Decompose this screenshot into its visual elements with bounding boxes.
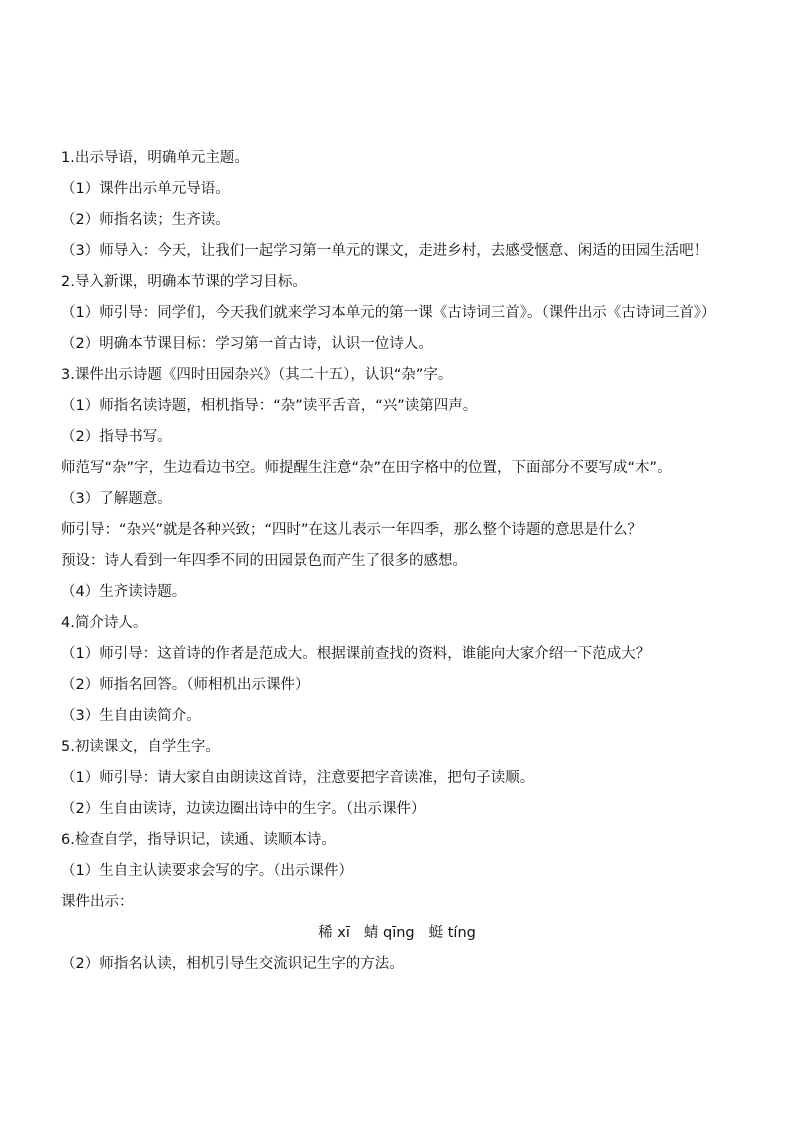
character-item: 蜻 qīng	[363, 925, 415, 941]
paragraph: （1）生自主认读要求会写的字。（出示课件）	[61, 863, 353, 879]
character-item: 蜓 tíng	[428, 925, 476, 941]
paragraph: 5.初读课文，自学生字。	[61, 739, 220, 755]
paragraph: （1）师引导：这首诗的作者是范成大。根据课前查找的资料，谁能向大家介绍一下范成大？	[61, 646, 651, 662]
paragraph: （3）了解题意。	[61, 491, 172, 507]
character-item: 稀 xī	[318, 925, 350, 941]
paragraph: 1.出示导语，明确单元主题。	[61, 150, 249, 166]
paragraph: （2）明确本节课目标：学习第一首古诗，认识一位诗人。	[61, 336, 433, 352]
paragraph: 课件出示：	[61, 894, 134, 910]
paragraph: （2）师指名读；生齐读。	[61, 212, 230, 228]
paragraph: （1）课件出示单元导语。	[61, 181, 230, 197]
paragraph: （4）生齐读诗题。	[61, 584, 187, 600]
character-list	[30, 918, 764, 949]
paragraph: （2）师指名认读，相机引导生交流识记生字的方法。	[61, 956, 404, 972]
paragraph: 师范写“杂”字，生边看边书空。师提醒生注意“杂”在田字格中的位置，下面部分不要写成“木”。	[61, 460, 672, 476]
paragraph: （2）师指名回答。（师相机出示课件）	[61, 677, 310, 693]
paragraph: （1）师引导：请大家自由朗读这首诗，注意要把字音读准，把句子读顺。	[61, 770, 535, 786]
paragraph: 预设：诗人看到一年四季不同的田园景色而产生了很多的感想。	[61, 553, 467, 569]
paragraph: （3）师导入：今天，让我们一起学习第一单元的课文，走进乡村，去感受惬意、闲适的田园生活吧！	[61, 243, 709, 259]
paragraph: 2.导入新课，明确本节课的学习目标。	[61, 274, 307, 290]
paragraph: （2）生自由读诗，边读边圈出诗中的生字。（出示课件）	[61, 801, 426, 817]
paragraph: 6.检查自学，指导识记，读通、读顺本诗。	[61, 832, 336, 848]
paragraph: 师引导：“杂兴”就是各种兴致；“四时”在这儿表示一年四季，那么整个诗题的意思是什么？	[61, 522, 643, 538]
paragraph: （1）师指名读诗题，相机指导：“杂”读平舌音，“兴”读第四声。	[61, 398, 478, 414]
paragraph: 4.简介诗人。	[61, 615, 148, 631]
paragraph: （3）生自由读简介。	[61, 708, 201, 724]
document-body	[30, 143, 764, 980]
paragraph: （2）指导书写。	[61, 429, 172, 445]
paragraph: 3.课件出示诗题《四时田园杂兴》（其二十五），认识“杂”字。	[61, 367, 453, 383]
paragraph: （1）师引导：同学们，今天我们就来学习本单元的第一课《古诗词三首》。（课件出示《古诗词三首》）	[61, 305, 716, 321]
